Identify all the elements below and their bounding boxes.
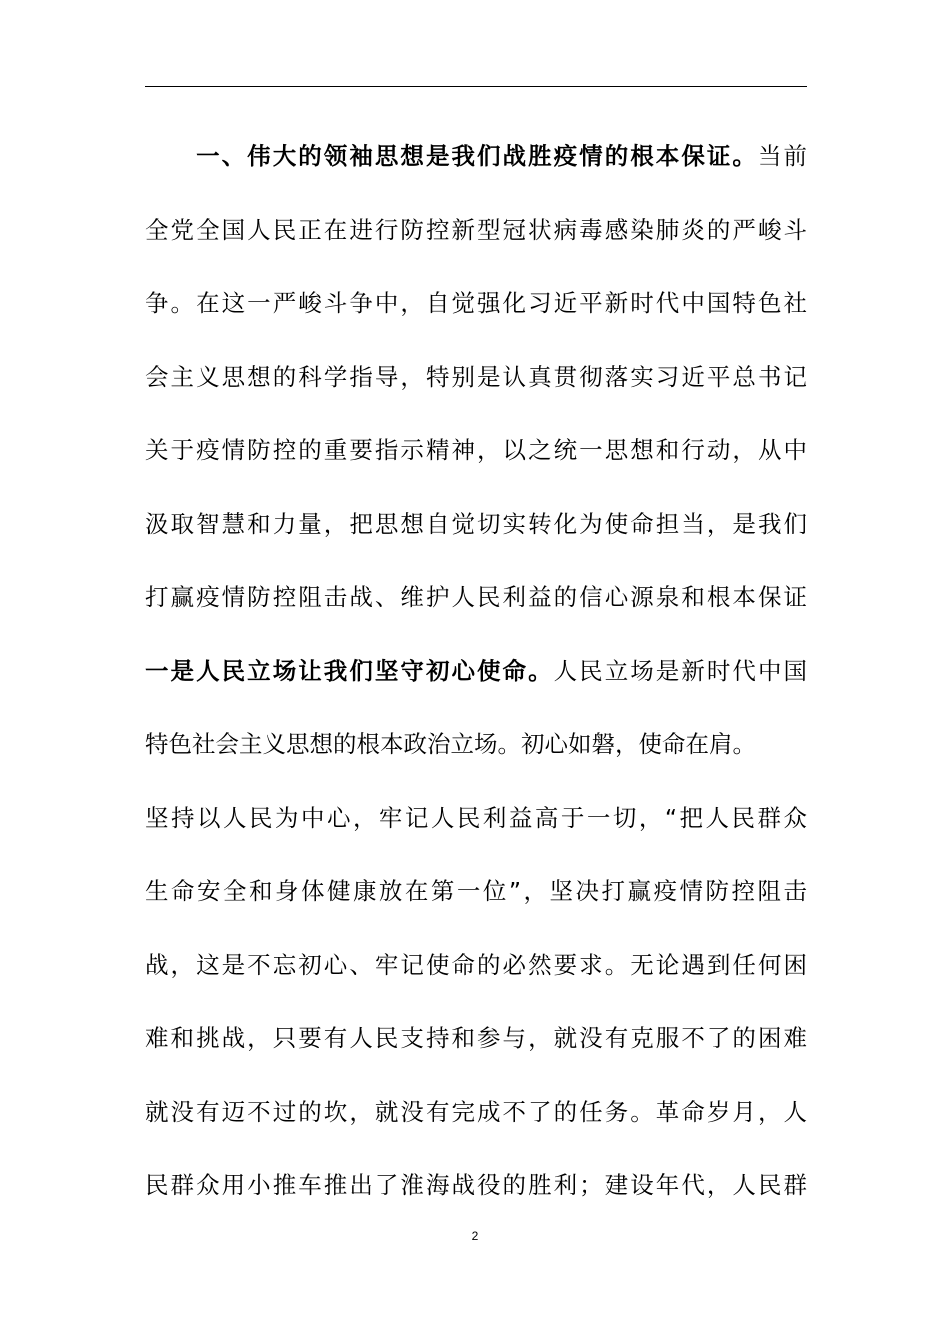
text-line-10: 坚持以人民为中心，牢记人民利益高于一切，“把人民群众 xyxy=(145,803,807,832)
text-line-3: 争。在这一严峻斗争中，自觉强化习近平新时代中国特色社 xyxy=(145,289,807,317)
text-line-15: 民群众用小推车推出了淮海战役的胜利；建设年代，人民群 xyxy=(145,1171,807,1199)
text-line-11: 生命安全和身体健康放在第一位”，坚决打赢疫情防控阻击 xyxy=(145,877,807,905)
text-line-5: 关于疫情防控的重要指示精神，以之统一思想和行动，从中 xyxy=(145,436,807,464)
document-body xyxy=(145,133,807,1236)
text-line-2: 全党全国人民正在进行防控新型冠状病毒感染肺炎的严峻斗 xyxy=(145,215,807,244)
text-line-13: 难和挑战，只要有人民支持和参与，就没有克服不了的困难 xyxy=(145,1024,807,1052)
text-line-1 xyxy=(145,133,807,207)
text-line-14: 就没有迈不过的坎，就没有完成不了的任务。革命岁月，人 xyxy=(145,1097,807,1126)
text-line-8-rest: 人民立场是新时代中国 xyxy=(553,656,807,685)
text-line-9: 特色社会主义思想的根本政治立场。初心如磐，使命在肩。 xyxy=(145,730,756,758)
text-line-4: 会主义思想的科学指导，特别是认真贯彻落实习近平总书记 xyxy=(145,362,807,391)
text-line-8 xyxy=(145,648,807,722)
text-line-7: 打赢疫情防控阻击战、维护人民利益的信心源泉和根本保证 xyxy=(145,583,807,611)
section-heading: 一、伟大的领袖思想是我们战胜疫情的根本保证。 xyxy=(145,142,758,170)
text-line-6: 汲取智慧和力量，把思想自觉切实转化为使命担当，是我们 xyxy=(145,509,807,538)
subsection-heading: 一是人民立场让我们坚守初心使命。 xyxy=(145,656,554,685)
text-line-1-rest: 当前 xyxy=(757,142,807,170)
page-number: 2 xyxy=(471,1229,479,1243)
text-line-12: 战，这是不忘初心、牢记使命的必然要求。无论遇到任何困 xyxy=(145,950,807,979)
header-rule xyxy=(145,86,807,87)
